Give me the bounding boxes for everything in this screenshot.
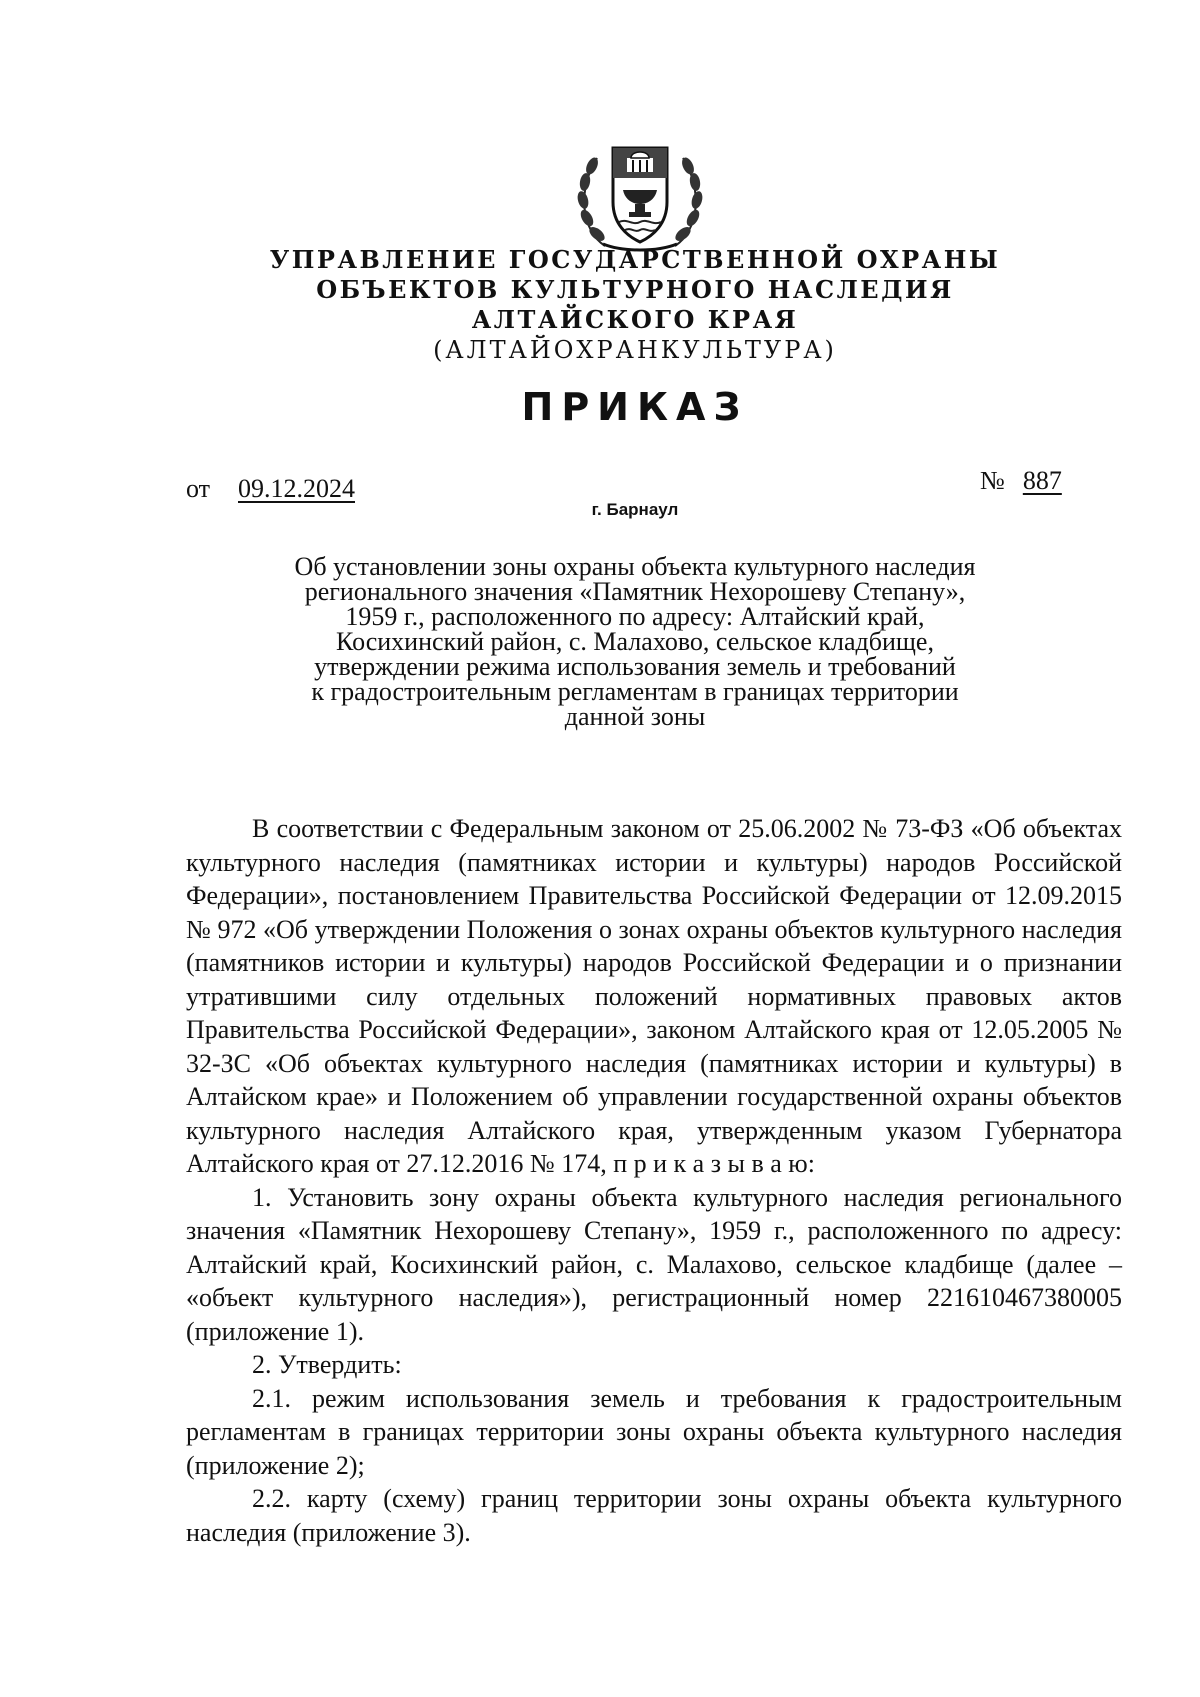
document-body [186,812,1122,1549]
clause-2: 2. Утвердить: [252,1350,402,1379]
document-date: 09.12.2024 [238,474,355,503]
subject-line: Об установлении зоны охраны объекта культурного наследия [294,552,976,581]
subject-line: Косихинский район, с. Малахово, сельское кладбище, [336,627,934,656]
coat-of-arms-emblem [575,138,705,254]
clause-1: 1. Установить зону охраны объекта культурного наследия регионального значения «Памятник Нехорошеву Степану», 1959 г., расположенного по адресу: Алтайский край, Косихинский район, с. Малахово, сельское кладбище (далее – «объект культурного наследия»), регистрационный номер 221610467380005 (приложение 1). [186,1182,1122,1346]
document-type-title: ПРИКАЗ [521,385,749,429]
preamble-paragraph: В соответствии с Федеральным законом от 25.06.2002 № 73-ФЗ «Об объектах культурного наследия (памятниках истории и культуры) народов Российской Федерации», постановлением Правительства Российской Федерации от 12.09.2015 № 972 «Об утверждении Положения о зонах охраны объектов культурного наследия (памятников истории и культуры) народов Российской Федерации и о признании утратившими силу отдельных положений нормативных правовых актов Правительства Российской Федерации», законом Алтайского края от 12.05.2005 № 32-ЗС «Об объектах культурного наследия (памятниках истории и культуры) в Алтайском крае» и Положением об управлении государственной охраны объектов культурного наследия Алтайского края, утвержденным указом Губернатора Алтайского края от 27.12.2016 № 174, п р и к а з ы в а ю: [186,814,1122,1178]
date-prefix: от [186,474,211,503]
org-name-line-1: УПРАВЛЕНИЕ ГОСУДАРСТВЕННОЙ ОХРАНЫ [269,245,1001,274]
subject-line: утверждении режима использования земель и требований [314,652,956,681]
clause-2-1: 2.1. режим использования земель и требования к градостроительным регламентам в границах территории зоны охраны объекта культурного наследия (приложение 2); [186,1383,1122,1480]
subject-line: регионального значения «Памятник Нехорошеву Степану», [304,577,966,606]
org-short-name: (АЛТАЙОХРАНКУЛЬТУРА) [433,336,837,364]
subject-line: данной зоны [564,702,706,731]
document-number [980,466,1062,496]
subject-line: к градостроительным регламентам в границах территории [311,677,959,706]
document-subject [250,554,1020,729]
number-prefix: № [980,466,1005,495]
organization-header [0,245,1200,365]
subject-line: 1959 г., расположенного по адресу: Алтайский край, [345,602,925,631]
city-location: г. Барнаул [591,500,679,519]
org-name-line-3: АЛТАЙСКОГО КРАЯ [471,305,799,334]
clause-2-2: 2.2. карту (схему) границ территории зоны охраны объекта культурного наследия (приложение 3). [186,1484,1122,1547]
number-value: 887 [1022,466,1062,495]
org-name-line-2: ОБЪЕКТОВ КУЛЬТУРНОГО НАСЛЕДИЯ [316,275,954,304]
